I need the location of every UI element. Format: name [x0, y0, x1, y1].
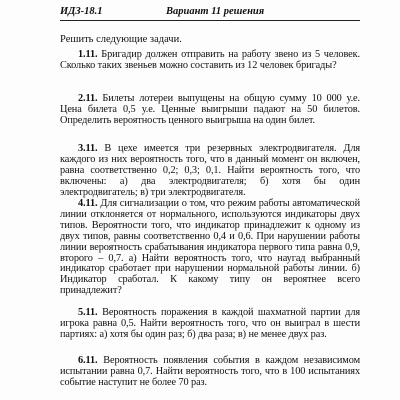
problem-1: [60, 50, 360, 72]
problem-6: [60, 356, 360, 389]
problem-text: Вероятность поражения в каждой шахматной партии для игрока равна 0,5. Найти вероятность того, что он выиграл в шести партиях: а) хотя бы один раз; б) два раза; в) не менее двух раз.: [60, 307, 360, 340]
problem-text: Вероятность появления события в каждом независимом испытании равна 0,7. Найти вероятность того, что в 100 испытаниях событие наступит не более 70 раз.: [60, 355, 360, 388]
problem-5: [60, 308, 360, 341]
problem-text: Для сигнализации о том, что режим работы автоматической линии отклоняется от нормального, используются индикаторы двух типов. Вероятности того, что индикатор принадлежит к одному из двух типов, равны соответственно 0,4 и 0,6. При нарушении работы линии вероятность срабатывания индикатора первого типа равна 0,9, второго – 0,7. а) Найти вероятность того, что наугад выбранный индикатор сработает при нарушении нормальной работы линии. б) Индикатор сработал. К какому типу он вероятнее всего принадлежит?: [60, 198, 360, 297]
intro-text: Решить следующие задачи.: [60, 34, 182, 45]
page-header: [60, 6, 360, 22]
problem-2: [60, 94, 360, 127]
problem-number: 1.11.: [78, 49, 98, 60]
problem-text: В цехе имеется три резервных электродвигателя. Для каждого из них вероятность того, что в данный момент он включен, равна соответственно 0,2; 0,3; 0,1. Найти вероятность того, что включены: а) два электродвигателя; б) хотя бы один электродвигатель; в) три электродвигателя.: [60, 143, 360, 198]
header-title: ИДЗ-18.1: [60, 6, 103, 17]
problem-text: Бригадир должен отправить на работу звено из 5 человек. Сколько таких звеньев можно составить из 12 человек бригады?: [60, 49, 360, 71]
problem-4: [60, 199, 360, 297]
problem-3: [60, 144, 360, 199]
problem-number: 2.11.: [78, 93, 98, 104]
header-rule: [60, 20, 360, 21]
problem-number: 6.11.: [78, 355, 98, 366]
problem-number: 3.11.: [78, 143, 98, 154]
problem-text: Билеты лотереи выпущены на общую сумму 10 000 у.е. Цена билета 0,5 у.е. Ценные выигрыши падают на 50 билетов. Определить вероятность ценного выигрыша на один билет.: [60, 93, 360, 126]
problem-number: 4.11.: [78, 198, 98, 209]
problem-number: 5.11.: [78, 307, 98, 318]
header-variant: Вариант 11 решения: [166, 6, 265, 17]
